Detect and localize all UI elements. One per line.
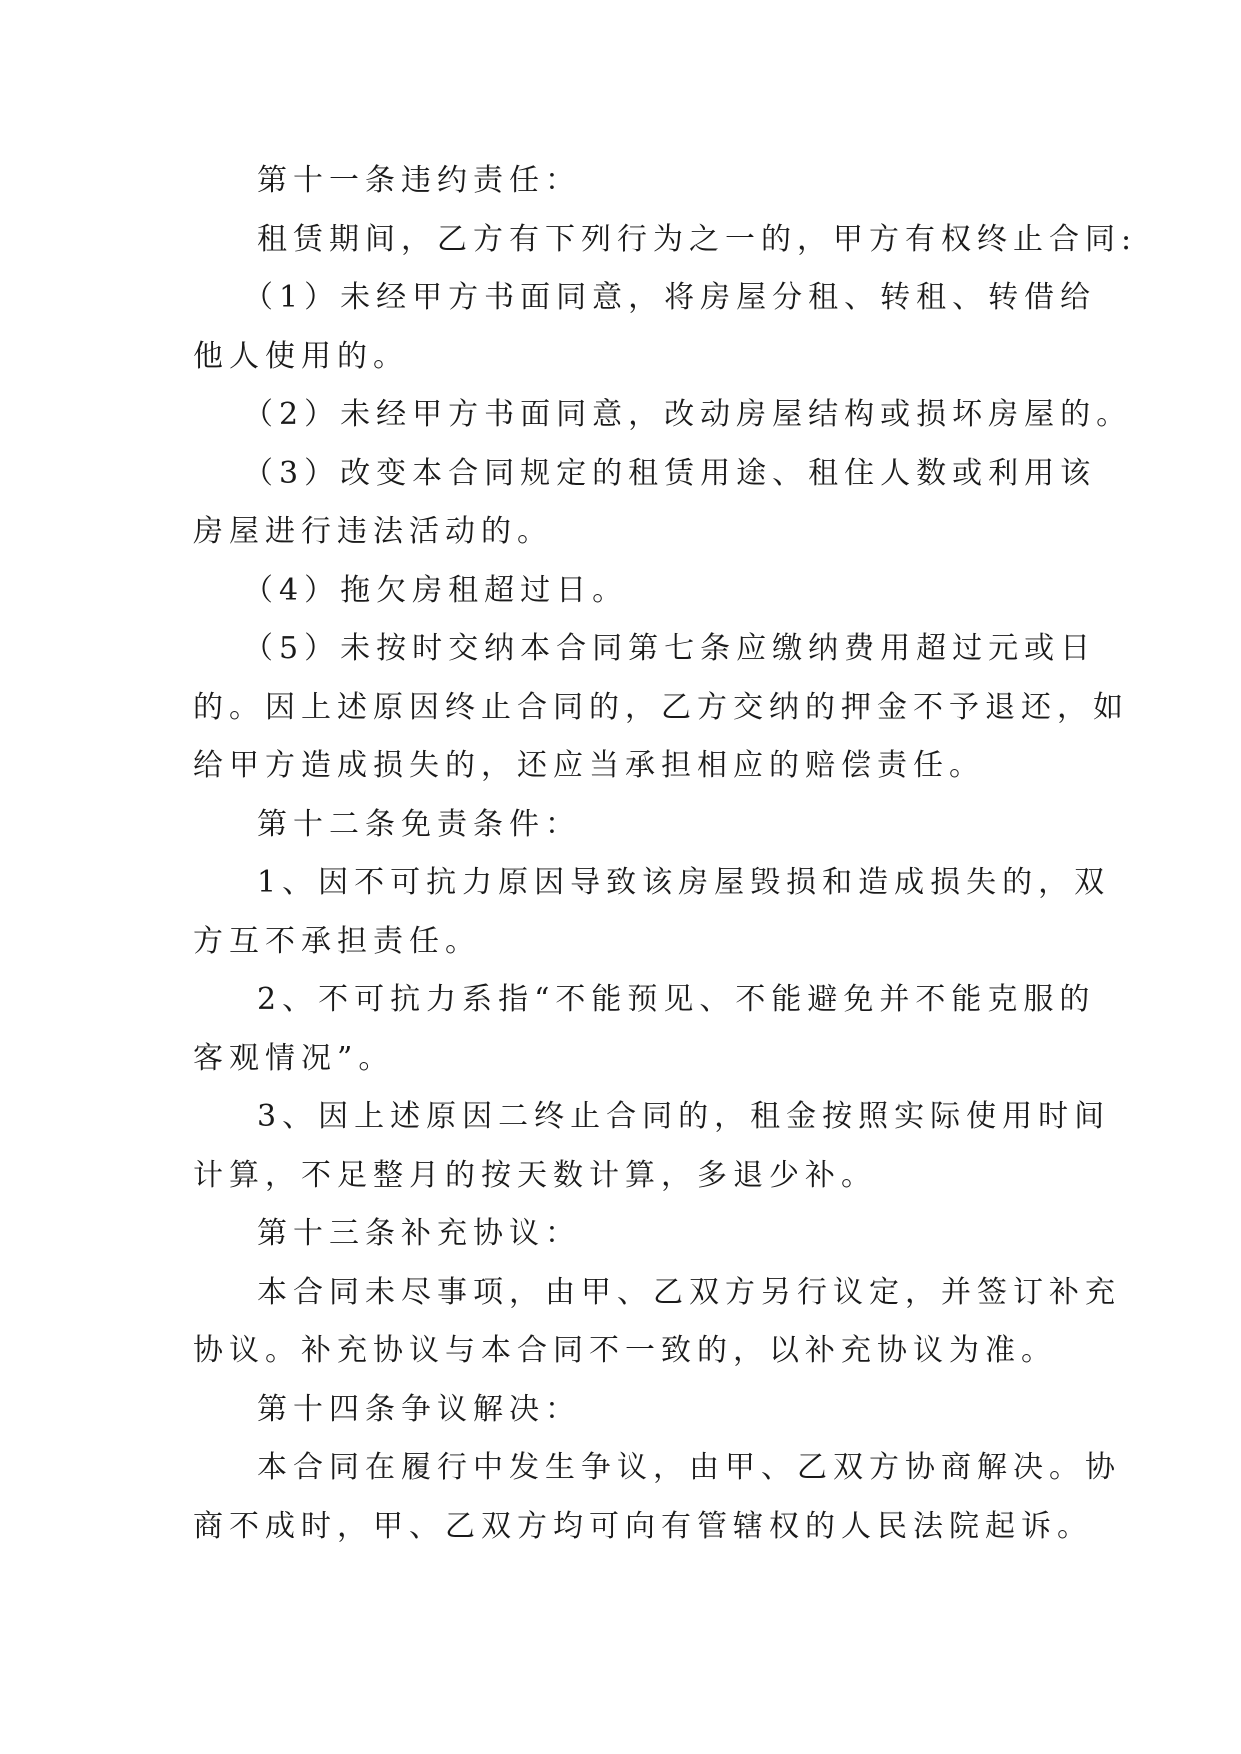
article-12-item-3-line-1: 3、因上述原因二终止合同的，租金按照实际使用时间	[257, 1099, 1111, 1134]
article-12-item-1-line-2: 方互不承担责任。	[193, 923, 481, 959]
article-11-item-5-line-3: 给甲方造成损失的，还应当承担相应的赔偿责任。	[193, 748, 985, 783]
article-11-item-4: （4）拖欠房租超过日。	[243, 572, 629, 608]
article-11-item-5-line-2: 的。因上述原因终止合同的，乙方交纳的押金不予退还，如	[193, 689, 1129, 725]
article-12-item-2-line-1: 2、不可抗力系指“不能预见、不能避免并不能克服的	[257, 982, 1096, 1017]
article-14-body-line-1: 本合同在履行中发生争议，由甲、乙双方协商解决。协	[257, 1450, 1121, 1485]
article-12-item-1-line-1: 1、因不可抗力原因导致该房屋毁损和造成损失的，双	[257, 865, 1111, 900]
article-13-heading: 第十三条补充协议：	[257, 1216, 581, 1251]
article-11-item-2: （2）未经甲方书面同意，改动房屋结构或损坏房屋的。	[243, 397, 1133, 432]
article-11-item-5-line-1: （5）未按时交纳本合同第七条应缴纳费用超过元或日	[243, 631, 1097, 666]
article-11-item-1-line-2: 他人使用的。	[193, 338, 409, 374]
article-11-item-1-line-1: （1）未经甲方书面同意，将房屋分租、转租、转借给	[243, 280, 1097, 315]
article-11-item-3-line-1: （3）改变本合同规定的租赁用途、租住人数或利用该	[243, 455, 1097, 491]
article-12-heading: 第十二条免责条件：	[257, 806, 581, 842]
article-14-heading: 第十四条争议解决：	[257, 1391, 581, 1427]
article-13-body-line-1: 本合同未尽事项，由甲、乙双方另行议定，并签订补充	[257, 1274, 1121, 1310]
article-11-intro: 租赁期间，乙方有下列行为之一的，甲方有权终止合同:	[257, 221, 1138, 257]
article-11-heading: 第十一条违约责任：	[257, 163, 581, 198]
contract-text-body	[193, 152, 1138, 1556]
article-14-body-line-2: 商不成时，甲、乙双方均可向有管辖权的人民法院起诉。	[193, 1508, 1093, 1544]
article-12-item-3-line-2: 计算，不足整月的按天数计算，多退少补。	[193, 1157, 877, 1193]
article-13-body-line-2: 协议。补充协议与本合同不一致的，以补充协议为准。	[193, 1333, 1057, 1368]
article-12-item-2-line-2: 客观情况”。	[193, 1040, 395, 1076]
article-11-item-3-line-2: 房屋进行违法活动的。	[193, 514, 553, 549]
